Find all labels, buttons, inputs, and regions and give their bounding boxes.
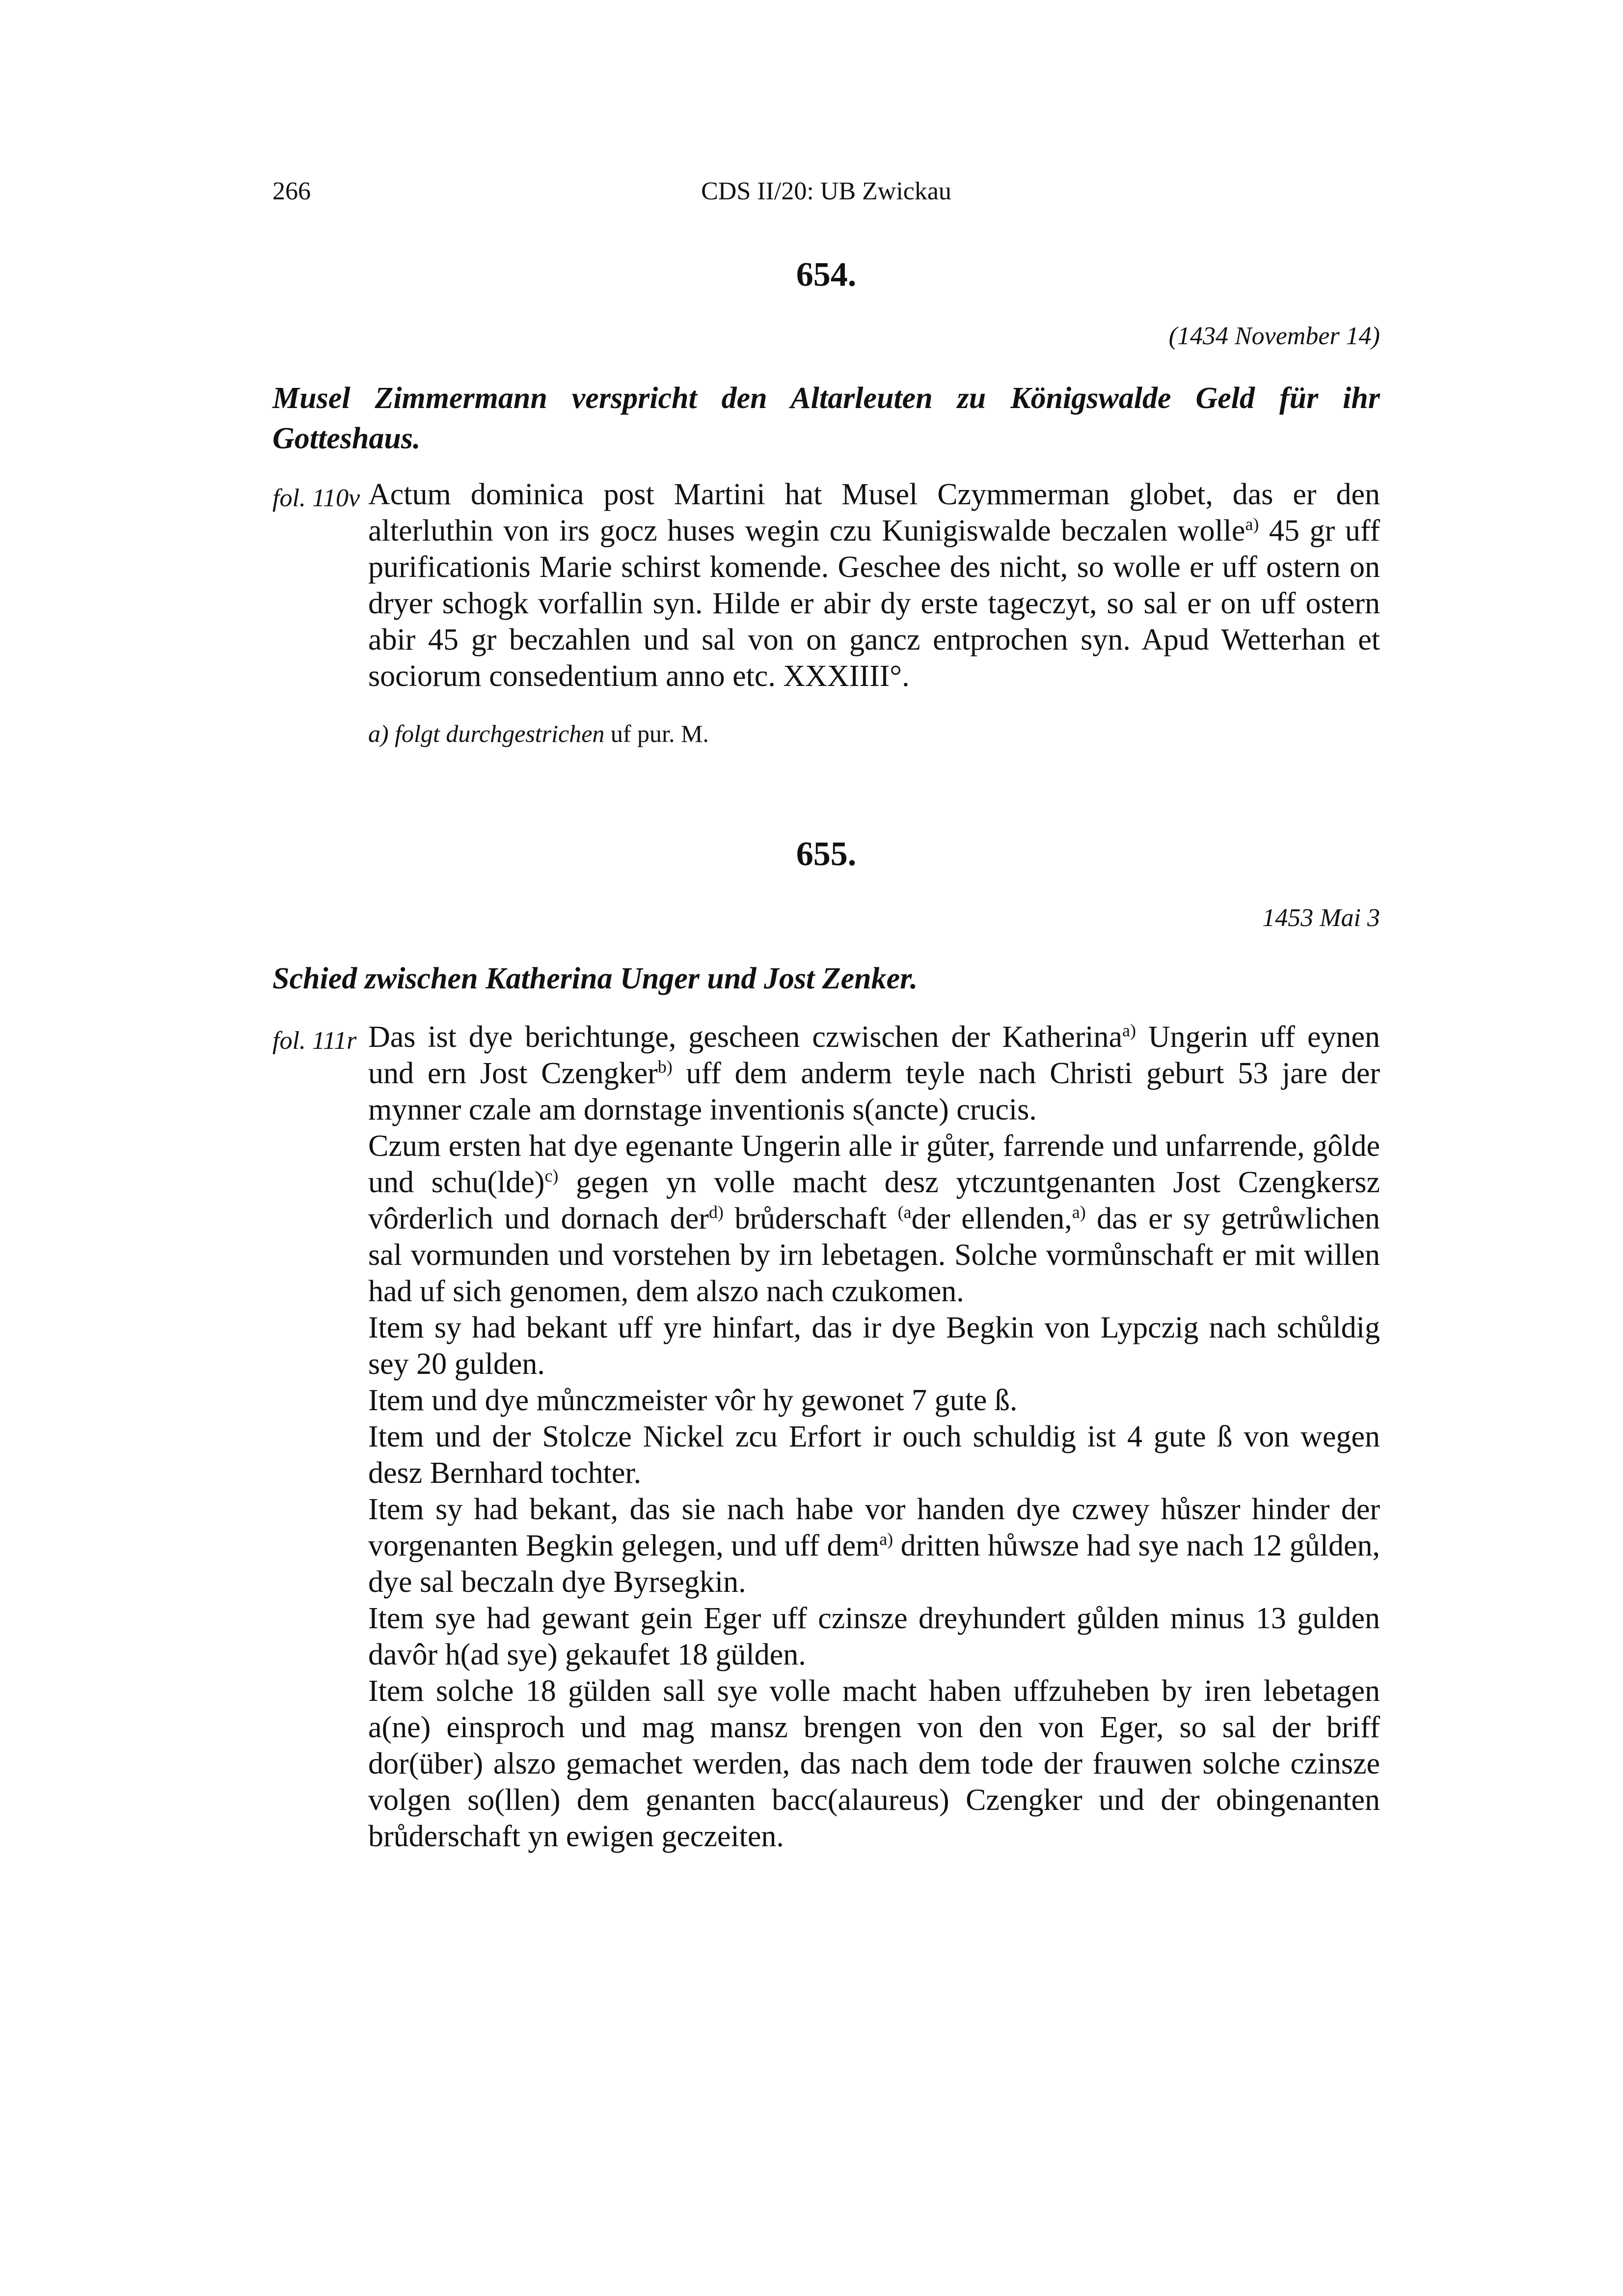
running-title: CDS II/20: UB Zwickau	[701, 177, 951, 205]
footnote-mark: (a	[897, 1202, 912, 1222]
footnote-mark: a)	[1122, 1020, 1136, 1040]
entry-title: Musel Zimmermann verspricht den Altarleuten zu Königswalde Geld für ihr Gotteshaus.	[272, 382, 1380, 455]
text-paragraph: Item sye had gewant gein Eger uff czinsze dreyhundert gůlden minus 13 gulden davôr h(ad sye) gekaufet 18 gülden.	[368, 1602, 1380, 1671]
entry-date: (1434 November 14)	[1168, 322, 1380, 350]
entry-number: 654.	[796, 256, 857, 294]
text-paragraph: Item sy had bekant, das sie nach habe vor handen dye czwey hůszer hinder der vorgenanten Begkin gelegen, und uff dem$^{a)}$ dritten hůwsze had sye nach 12 gůlden, dye sal beczaln dye Byrsegkin.	[368, 1493, 1380, 1599]
folio-reference: fol. 111r	[272, 1027, 357, 1055]
entry-text	[368, 1019, 1380, 1855]
text-paragraph: Item und dye můnczmeister vôr hy gewonet 7 gute ß.	[368, 1384, 1018, 1417]
text-paragraph: Item und der Stolcze Nickel zcu Erfort ir ouch schuldig ist 4 gute ß von wegen desz Bernhard tochter.	[368, 1420, 1380, 1490]
entry-text	[368, 476, 1380, 694]
entry-title: Schied zwischen Katherina Unger und Jost Zenker.	[272, 962, 918, 995]
page-number: 266	[272, 177, 311, 205]
text-paragraph: Actum dominica post Martini hat Musel Czymmerman globet, das er den alterluthin von irs gocz huses wegin czu Kunigiswalde beczalen wolle$^{a)}$ 45 gr uff purificationis Marie schirst komende. Geschee des nicht, so wolle er uff ostern on dryer schogk vorfallin syn. Hilde er abir dy erste tageczyt, so sal er on uff ostern abir 45 gr beczahlen und sal von on gancz entprochen syn. Apud Wetterhan et sociorum consedentium anno etc. XXXIIII°.	[368, 478, 1380, 693]
footnote-mark: a)	[1245, 514, 1259, 534]
entry-date: 1453 Mai 3	[1262, 904, 1380, 932]
entry-number: 655.	[796, 835, 857, 873]
folio-reference: fol. 110v	[272, 484, 360, 512]
text-paragraph: Item sy had bekant uff yre hinfart, das ir dye Begkin von Lypczig nach schůldig sey 20 gulden.	[368, 1311, 1380, 1381]
page-header	[272, 177, 1380, 221]
footnote-mark: b)	[657, 1057, 673, 1077]
text-paragraph: Das ist dye berichtunge, gescheen czwischen der Katherina$^{a)}$ Ungerin uff eynen und ern Jost Czengker$^{b)}$ uff dem anderm teyle nach Christi geburt 53 jare der mynner czale am dornstage inventionis s(ancte) crucis.	[368, 1020, 1380, 1126]
text-paragraph: Czum ersten hat dye egenante Ungerin alle ir gůter, farrende und unfarrende, gôlde und schu(lde)$^{c)}$ gegen yn volle macht desz ytczuntgenanten Jost Czengkersz vôrderlich und dornach der$^{d)}$ brůderschaft $^{(a}$der ellenden,$^{a)}$ das er sy getrůwlichen sal vormunden und vorstehen by irn lebetagen. Solche vormůnschaft er mit willen had uf sich genomen, dem alszo nach czukomen.	[368, 1129, 1380, 1308]
footnote: a) folgt durchgestrichen uf pur. M.	[368, 720, 709, 747]
footnote-mark: d)	[708, 1202, 724, 1222]
footnote-mark: a)	[1072, 1202, 1086, 1222]
text-paragraph: Item solche 18 gülden sall sye volle macht haben uffzuheben by iren lebetagen a(ne) einsproch und mag mansz brengen von den von Eger, so sal der briff dor(über) alszo gemachet werden, das nach dem tode der frauwen solche czinsze volgen so(llen) dem genanten bacc(alaureus) Czengker und der obingenanten brůderschaft yn ewigen geczeiten.	[368, 1674, 1380, 1853]
footnote-mark: c)	[544, 1166, 559, 1186]
footnote-mark: a)	[879, 1529, 893, 1549]
